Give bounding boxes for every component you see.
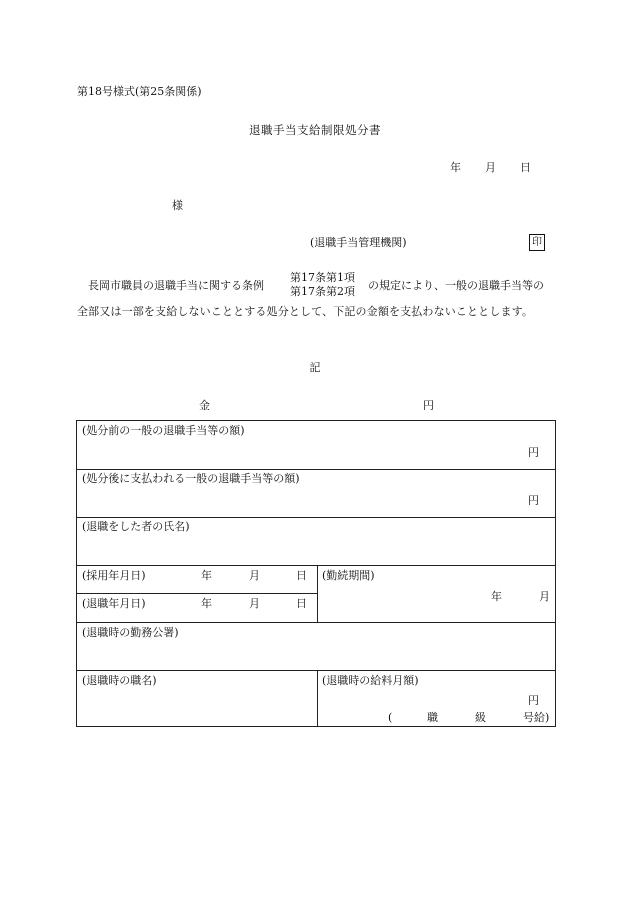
salary-label: (退職時の給料月額) [322, 674, 419, 687]
hire-year-label: 年 [201, 569, 212, 582]
date-month-label: 月 [485, 161, 496, 174]
date-day-label: 日 [520, 161, 531, 174]
issue-date [450, 161, 531, 174]
grade-kyu-label: 級 [475, 711, 486, 724]
column-divider [317, 565, 318, 622]
body-line2: 全部又は一部を支給しないこととする処分として、下記の金額を支払わないこととします。 [77, 305, 534, 318]
hire-month-label: 月 [249, 569, 260, 582]
ki-heading: 記 [309, 361, 321, 374]
column-divider [317, 670, 318, 726]
after-amount-label: (処分後に支払われる一般の退職手当等の額) [82, 472, 300, 485]
details-table [76, 420, 556, 727]
amount-kin-label: 金 [199, 399, 210, 412]
position-label: (退職時の職名) [82, 674, 157, 687]
before-amount-unit: 円 [528, 446, 539, 459]
service-year-label: 年 [491, 590, 502, 603]
article-options [290, 271, 355, 299]
article-option-1: 第17条第1項 [290, 271, 355, 284]
after-amount-unit: 円 [528, 494, 539, 507]
row-divider [77, 565, 555, 566]
body-line1-prefix: 長岡市職員の退職手当に関する条例 [88, 279, 264, 292]
salary-unit: 円 [528, 694, 539, 707]
retire-date-label: (退職年月日) [82, 597, 146, 610]
row-divider [77, 593, 317, 594]
retire-day-label: 日 [296, 597, 307, 610]
document-title: 退職手当支給制限処分書 [249, 123, 381, 137]
retire-year-label: 年 [201, 597, 212, 610]
grade-open-paren: ( [388, 711, 393, 724]
hire-date-label: (採用年月日) [82, 569, 146, 582]
addressee-suffix: 様 [172, 199, 183, 212]
article-option-2: 第17条第2項 [290, 285, 355, 298]
issuer-label: (退職手当管理機関) [310, 236, 407, 249]
row-divider [77, 622, 555, 623]
row-divider [77, 469, 555, 470]
body-line1-suffix: の規定により、一般の退職手当等の [368, 279, 544, 292]
before-amount-label: (処分前の一般の退職手当等の額) [82, 424, 245, 437]
service-period-label: (勤続期間) [322, 569, 375, 582]
retiree-name-label: (退職をした者の氏名) [82, 520, 190, 533]
form-number: 第18号様式(第25条関係) [77, 85, 202, 98]
retire-month-label: 月 [249, 597, 260, 610]
row-divider [77, 517, 555, 518]
date-year-label: 年 [450, 161, 461, 174]
seal-mark: 印 [529, 234, 545, 251]
grade-shoku-label: 職 [427, 711, 438, 724]
hire-day-label: 日 [296, 569, 307, 582]
grade-gokyu-label: 号給) [523, 711, 550, 724]
service-month-label: 月 [539, 590, 550, 603]
amount-yen-label: 円 [423, 399, 434, 412]
row-divider [77, 670, 555, 671]
office-label: (退職時の勤務公署) [82, 626, 179, 639]
